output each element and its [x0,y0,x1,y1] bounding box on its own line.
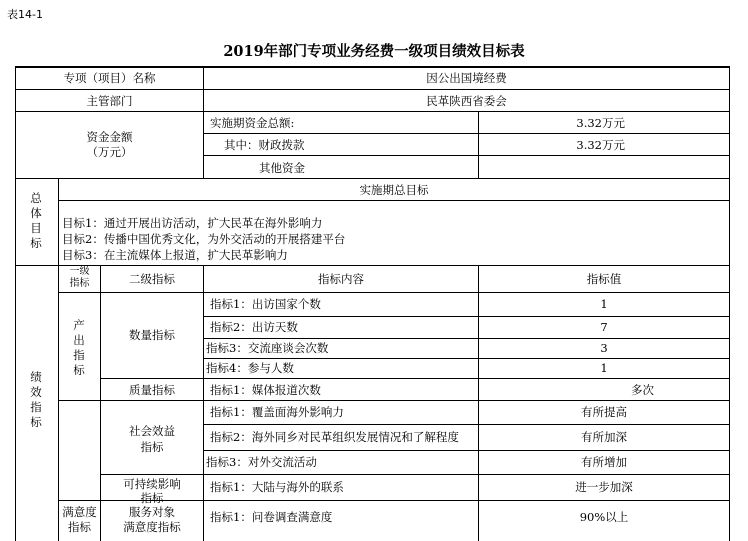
grid-line [203,338,730,339]
other-funds-label: 其他资金 [259,161,305,175]
quantity-indicator-label: 数量指标 [129,328,175,342]
grid-line [203,450,730,451]
indicator-value: 有所增加 [581,455,627,469]
funds-unit-label: （万元） [86,145,133,159]
indicator-content: 指标2：出访天数 [210,320,298,334]
grid-line [15,178,730,179]
indicator-content: 指标2：海外同乡对民革组织发展情况和了解程度 [210,430,459,444]
indicator-value: 90%以上 [579,510,629,524]
indicator-content: 指标3：交流座谈会次数 [206,341,329,355]
performance-side-label: 绩效指标 [30,370,42,429]
header-level1: 一级 [69,266,90,277]
indicator-content: 指标1：大陆与海外的联系 [210,480,344,494]
indicator-value: 有所提高 [581,405,627,419]
indicator-content: 指标1：问卷调查满意度 [210,510,333,524]
indicator-content: 指标4：参与人数 [206,361,294,375]
overall-goal-1: 目标1：通过开展出访活动，扩大民革在海外影响力 [62,216,323,230]
grid-line [478,111,479,178]
department-value: 民革陕西省委会 [426,94,507,108]
project-name-label: 专项（项目）名称 [63,71,156,85]
header-level1-sub: 指标 [69,278,90,289]
overall-goal-2: 目标2：传播中国优秀文化，为外交活动的开展搭建平台 [62,232,346,246]
fiscal-funds-label: 其中：财政拨款 [224,138,305,152]
service-satisfaction-sub: 满意度指标 [123,520,181,534]
indicator-content: 指标1：覆盖面海外影响力 [210,405,344,419]
indicator-value: 有所加深 [581,430,627,444]
social-benefit-label: 社会效益 [129,424,175,438]
overall-goals-header: 实施期总目标 [359,183,429,197]
grid-line [203,424,730,425]
quality-indicator-label: 质量指标 [129,383,175,397]
social-benefit-sub: 指标 [140,440,164,454]
department-label: 主管部门 [86,94,133,108]
grid-line [203,155,730,156]
total-funds-label: 实施期资金总额: [210,116,295,130]
grid-line [203,316,730,317]
grid-line [58,400,730,401]
indicator-value: 1 [600,361,608,375]
service-satisfaction-label: 服务对象 [129,505,175,519]
project-name-value: 因公出国境经费 [426,71,507,85]
satisfaction-indicator-label: 满意度 [62,505,97,519]
header-level2: 二级指标 [129,272,175,286]
grid-line [58,178,59,541]
indicator-value: 1 [600,297,608,311]
grid-line [203,358,730,359]
table-border-right [729,66,730,541]
table-border-top [15,66,730,68]
overall-goal-3: 目标3：在主流媒体上报道，扩大民革影响力 [62,248,288,262]
header-content: 指标内容 [318,272,364,286]
fiscal-funds-value: 3.32万元 [576,138,625,152]
indicator-content: 指标1：媒体报道次数 [210,383,321,397]
indicator-content: 指标3：对外交流活动 [206,455,317,469]
total-funds-value: 3.32万元 [576,116,625,130]
sustainable-impact-sub: 指标 [140,491,164,505]
page-title: 2019年部门专项业务经费一级项目绩效目标表 [223,43,525,60]
table-number: 表14-1 [7,8,43,21]
indicator-value: 3 [600,341,608,355]
grid-line [203,133,730,134]
grid-line [15,111,730,112]
grid-line [100,474,730,475]
grid-line [58,292,730,293]
indicator-value: 7 [600,320,608,334]
indicator-content: 指标1：出访国家个数 [210,297,321,311]
grid-line [15,89,730,90]
indicator-value: 进一步加深 [575,480,633,494]
grid-line [58,200,730,201]
header-value: 指标值 [586,272,622,286]
overall-goals-side-label: 总体目标 [30,191,42,250]
grid-line [100,378,730,379]
output-indicator-label: 产出指标 [73,318,85,377]
satisfaction-indicator-sub: 指标 [68,520,91,534]
funds-label: 资金金额 [86,130,133,144]
grid-line [203,265,204,541]
indicator-value: 多次 [631,383,654,397]
grid-line [15,265,730,266]
sustainable-impact-label: 可持续影响 [123,477,181,491]
